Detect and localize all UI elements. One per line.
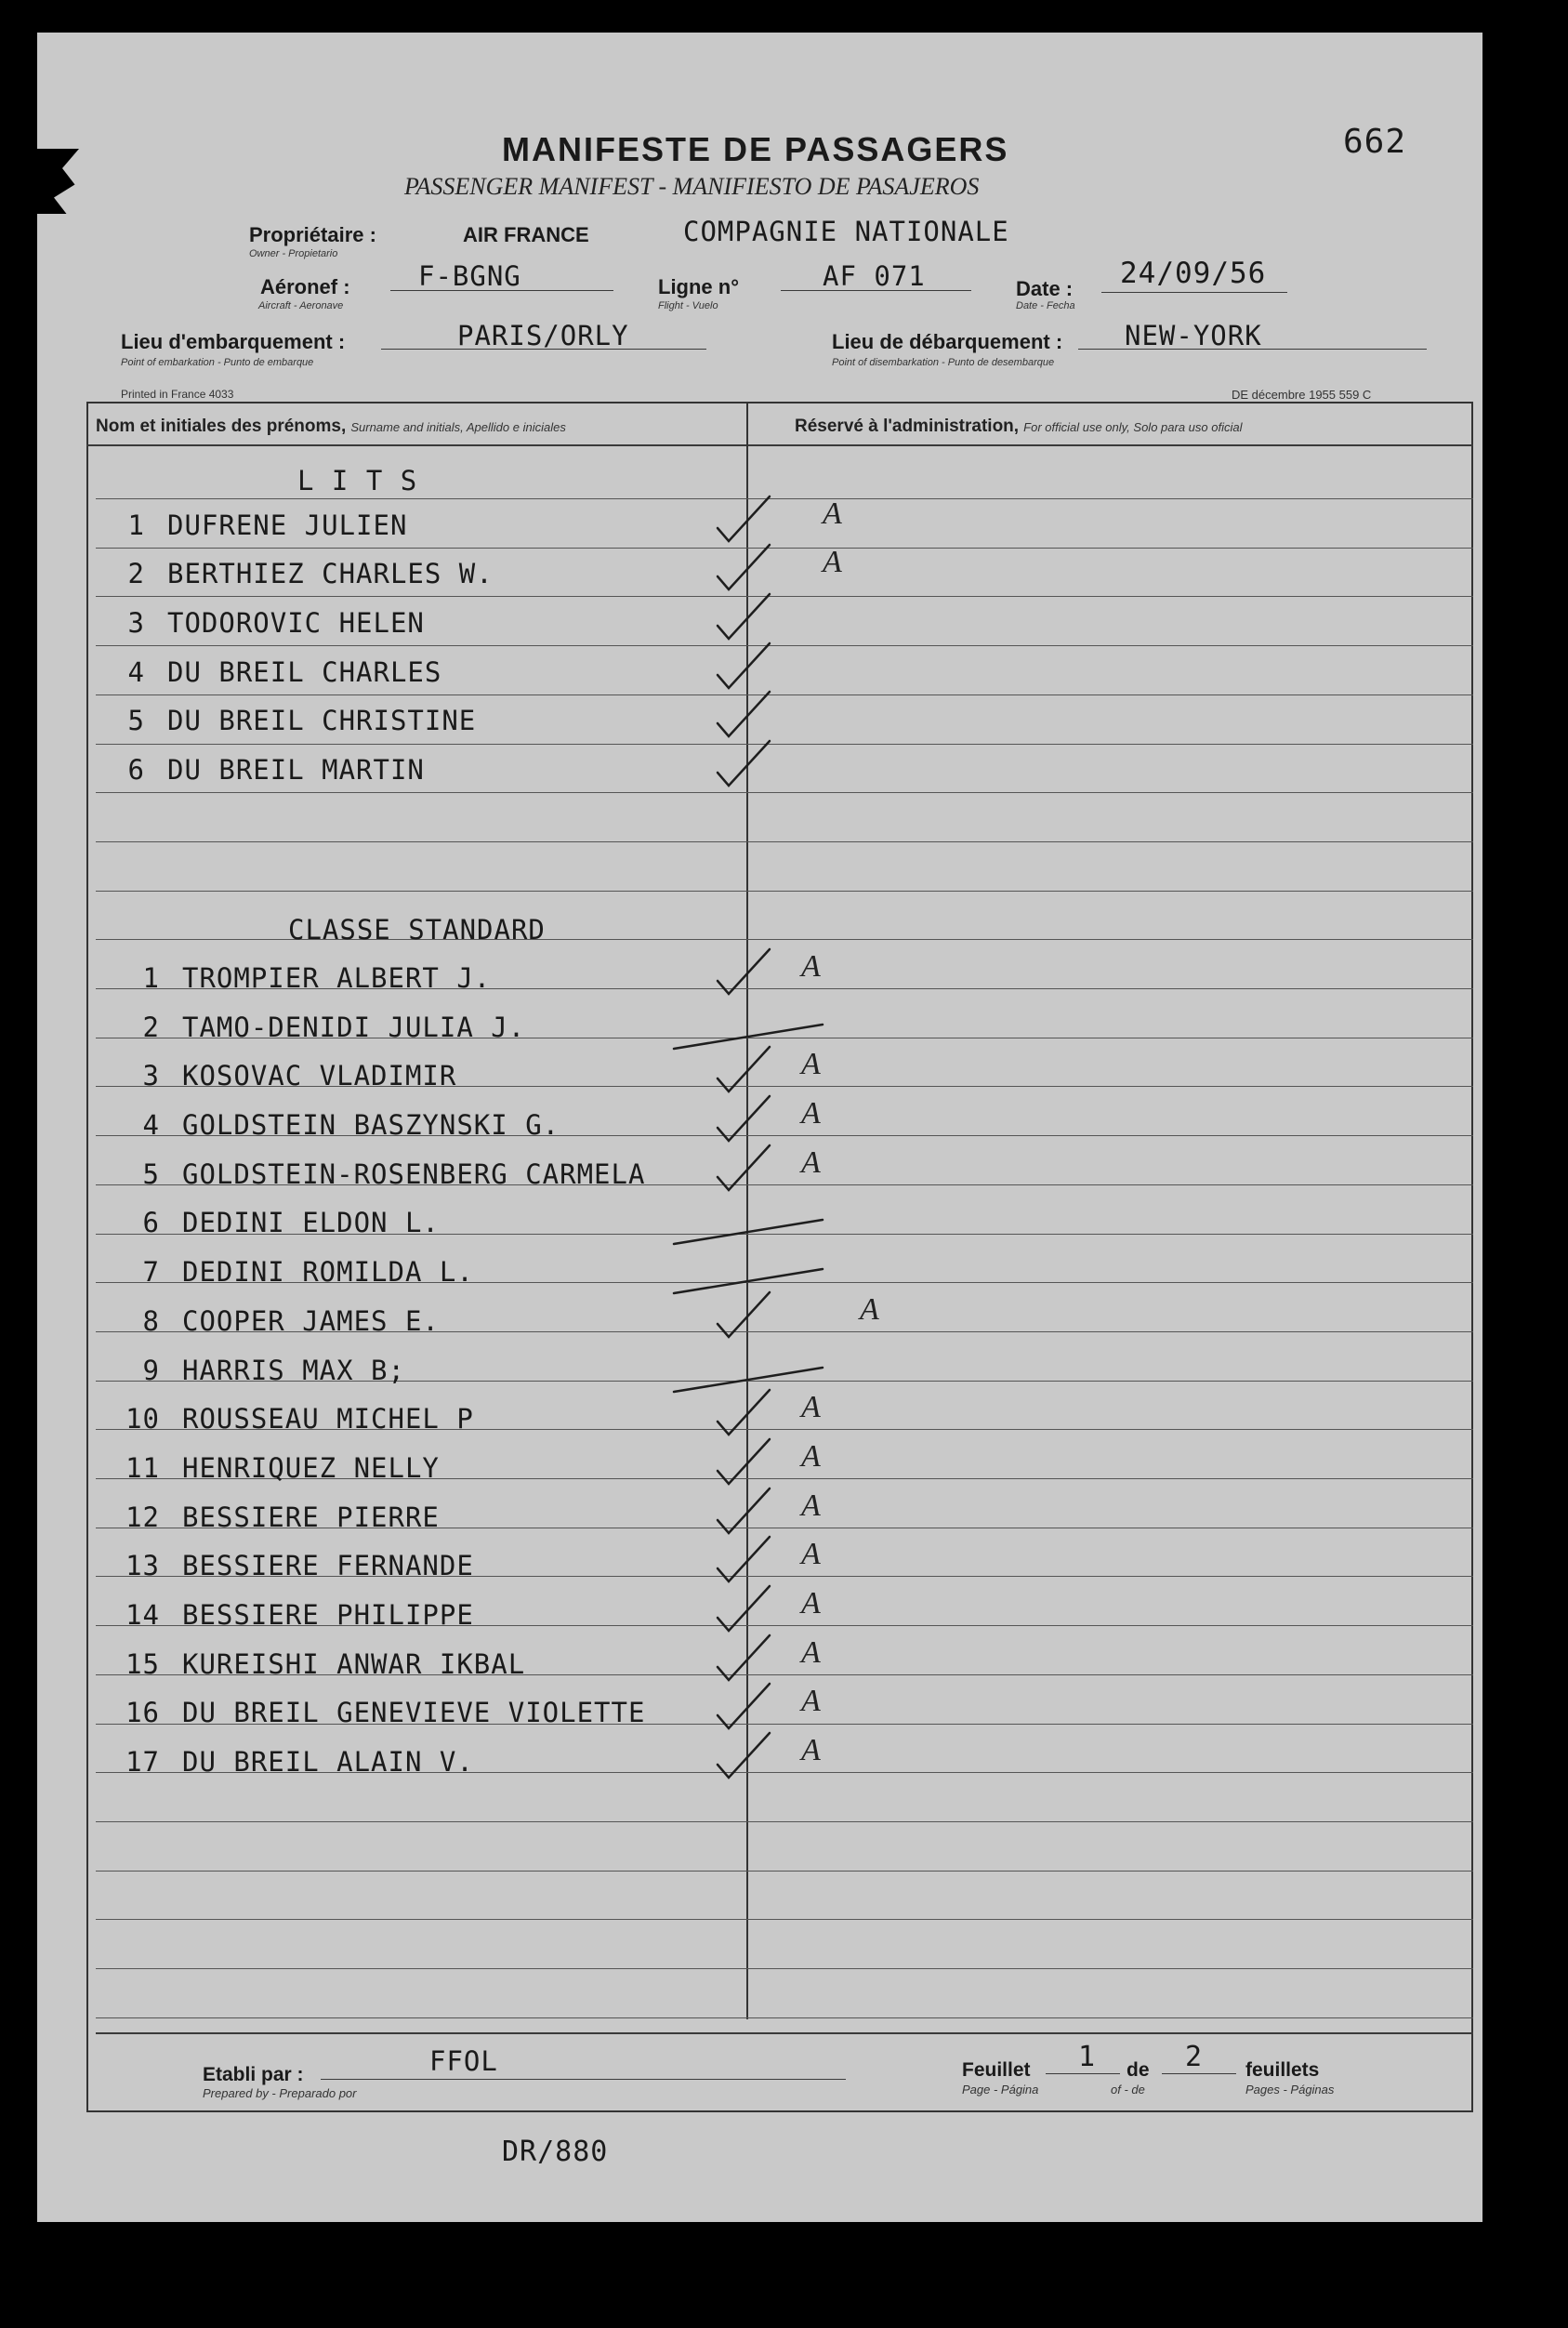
admin-mark: A	[801, 1390, 821, 1424]
admin-mark: A	[801, 1586, 821, 1620]
passenger-number: 11	[125, 1452, 160, 1484]
passenger-number: 9	[142, 1355, 160, 1386]
passenger-number: 3	[142, 1060, 160, 1091]
check-mark	[718, 1684, 770, 1728]
passenger-number: 1	[127, 509, 145, 541]
aircraft-label: Aéronef :	[260, 275, 350, 298]
passenger-number: 6	[127, 754, 145, 786]
pages-label: feuillets	[1245, 2059, 1320, 2081]
passenger-name: TROMPIER ALBERT J.	[182, 962, 492, 994]
flight-sublabel: Flight - Vuelo	[658, 300, 718, 311]
printed-in-note: Printed in France 4033	[121, 388, 234, 401]
column-header-admin-main: Réservé à l'administration,	[795, 417, 1020, 436]
date-value: 24/09/56	[1120, 257, 1267, 290]
strike-line	[674, 1220, 823, 1244]
embark-label: Lieu d'embarquement :	[121, 330, 346, 353]
strike-line	[674, 1368, 823, 1392]
column-header-admin-sub: For official use only, Solo para uso oficial	[1023, 420, 1243, 434]
disembark-label: Lieu de débarquement :	[832, 330, 1063, 353]
admin-mark: A	[801, 1047, 821, 1081]
passenger-name: KOSOVAC VLADIMIR	[182, 1060, 457, 1091]
admin-mark: A	[801, 1439, 821, 1474]
passenger-number: 1	[142, 962, 160, 994]
disembark-value: NEW-YORK	[1125, 320, 1262, 351]
passenger-number: 5	[127, 705, 145, 736]
passenger-name: ROUSSEAU MICHEL P	[182, 1403, 474, 1435]
passenger-number: 15	[125, 1648, 160, 1680]
passenger-number: 7	[142, 1256, 160, 1288]
passenger-name: COOPER JAMES E.	[182, 1305, 440, 1337]
prepared-by-value: FFOL	[429, 2045, 498, 2077]
column-header-names-main: Nom et initiales des prénoms,	[96, 417, 347, 436]
prepared-by-label: Etabli par :	[203, 2064, 304, 2085]
admin-mark: A	[860, 1292, 879, 1327]
admin-mark: A	[801, 1635, 821, 1670]
document-title: MANIFESTE DE PASSAGERS	[502, 130, 1009, 168]
passenger-name: BESSIERE FERNANDE	[182, 1550, 474, 1581]
passenger-number: 16	[125, 1697, 160, 1728]
passenger-number: 8	[142, 1305, 160, 1337]
sheet-value: 1	[1078, 2041, 1097, 2073]
admin-mark: A	[801, 949, 821, 984]
embark-value: PARIS/ORLY	[457, 320, 629, 351]
pages-sublabel: Pages - Páginas	[1245, 2083, 1335, 2097]
passenger-name: BERTHIEZ CHARLES W.	[167, 558, 494, 589]
check-mark	[718, 1488, 770, 1533]
owner-sublabel: Owner - Propietario	[249, 248, 338, 259]
sheet-label: Feuillet	[962, 2059, 1031, 2081]
passenger-name: DU BREIL ALAIN V.	[182, 1746, 474, 1778]
date-sublabel: Date - Fecha	[1016, 300, 1075, 311]
page-number: 662	[1343, 123, 1407, 161]
check-mark	[718, 1733, 770, 1778]
column-header-names-sub: Surname and initials, Apellido e iniciales	[350, 420, 566, 434]
admin-mark: A	[801, 1733, 821, 1767]
passenger-name: KUREISHI ANWAR IKBAL	[182, 1648, 526, 1680]
passenger-number: 3	[127, 607, 145, 639]
passenger-number: 5	[142, 1158, 160, 1190]
admin-mark: A	[823, 545, 842, 579]
passenger-number: 6	[142, 1207, 160, 1238]
owner-label: Propriétaire :	[249, 223, 376, 246]
total-sheets-value: 2	[1185, 2041, 1204, 2073]
passenger-name: HARRIS MAX B;	[182, 1355, 405, 1386]
of-label: de	[1127, 2059, 1150, 2081]
document-subtitle: PASSENGER MANIFEST - MANIFIESTO DE PASAJEROS	[404, 173, 980, 200]
check-mark	[718, 1586, 770, 1631]
check-mark	[718, 545, 770, 589]
prepared-by-sublabel: Prepared by - Preparado por	[203, 2086, 357, 2100]
strike-line	[674, 1025, 823, 1049]
passenger-name: DEDINI ELDON L.	[182, 1207, 440, 1238]
admin-mark: A	[801, 1145, 821, 1180]
of-sublabel: of - de	[1111, 2083, 1145, 2097]
reference-number: DR/880	[502, 2136, 609, 2168]
owner-printed-value: AIR FRANCE	[463, 223, 589, 246]
check-mark	[718, 1145, 770, 1190]
check-mark	[718, 692, 770, 736]
passenger-number: 4	[142, 1109, 160, 1141]
passenger-name: DEDINI ROMILDA L.	[182, 1256, 474, 1288]
passenger-number: 2	[142, 1012, 160, 1043]
passenger-number: 17	[125, 1746, 160, 1778]
aircraft-value: F-BGNG	[418, 260, 521, 292]
section-heading: CLASSE STANDARD	[288, 914, 546, 946]
passenger-name: BESSIERE PHILIPPE	[182, 1599, 474, 1631]
check-mark	[718, 741, 770, 786]
passenger-number: 12	[125, 1501, 160, 1533]
passenger-number: 14	[125, 1599, 160, 1631]
admin-mark: A	[823, 496, 842, 531]
passenger-number: 10	[125, 1403, 160, 1435]
passenger-name: GOLDSTEIN BASZYNSKI G.	[182, 1109, 560, 1141]
check-mark	[718, 1047, 770, 1091]
passenger-name: TODOROVIC HELEN	[167, 607, 425, 639]
check-mark	[718, 643, 770, 688]
passenger-name: DU BREIL GENEVIEVE VIOLETTE	[182, 1697, 646, 1728]
check-mark	[718, 1439, 770, 1484]
aircraft-sublabel: Aircraft - Aeronave	[258, 300, 344, 311]
passenger-name: HENRIQUEZ NELLY	[182, 1452, 440, 1484]
passenger-number: 13	[125, 1550, 160, 1581]
check-mark	[718, 1096, 770, 1141]
check-mark	[718, 1635, 770, 1680]
passenger-name: TAMO-DENIDI JULIA J.	[182, 1012, 526, 1043]
section-heading: L I T S	[297, 465, 418, 496]
check-mark	[718, 1537, 770, 1581]
flight-value: AF 071	[823, 260, 926, 292]
passenger-name: DU BREIL CHARLES	[167, 656, 442, 688]
admin-mark: A	[801, 1684, 821, 1718]
strike-line	[674, 1269, 823, 1293]
sheet-sublabel: Page - Página	[962, 2083, 1039, 2097]
admin-mark: A	[801, 1096, 821, 1131]
passenger-number: 4	[127, 656, 145, 688]
check-mark	[718, 496, 770, 541]
passenger-name: DUFRENE JULIEN	[167, 509, 408, 541]
embark-sublabel: Point of embarkation - Punto de embarque	[121, 357, 314, 368]
passenger-number: 2	[127, 558, 145, 589]
date-label: Date :	[1016, 277, 1074, 300]
flight-label: Ligne n°	[658, 275, 740, 298]
check-mark	[718, 594, 770, 639]
check-mark	[718, 1390, 770, 1435]
disembark-sublabel: Point of disembarkation - Punto de desembarque	[832, 357, 1055, 368]
owner-value: COMPAGNIE NATIONALE	[683, 216, 1009, 247]
check-mark	[718, 949, 770, 994]
passenger-name: GOLDSTEIN-ROSENBERG CARMELA	[182, 1158, 646, 1190]
passenger-name: BESSIERE PIERRE	[182, 1501, 440, 1533]
check-mark	[718, 1292, 770, 1337]
passenger-name: DU BREIL MARTIN	[167, 754, 425, 786]
admin-mark: A	[801, 1488, 821, 1523]
admin-mark: A	[801, 1537, 821, 1571]
passenger-name: DU BREIL CHRISTINE	[167, 705, 477, 736]
form-code: DE décembre 1955 559 C	[1232, 388, 1372, 402]
